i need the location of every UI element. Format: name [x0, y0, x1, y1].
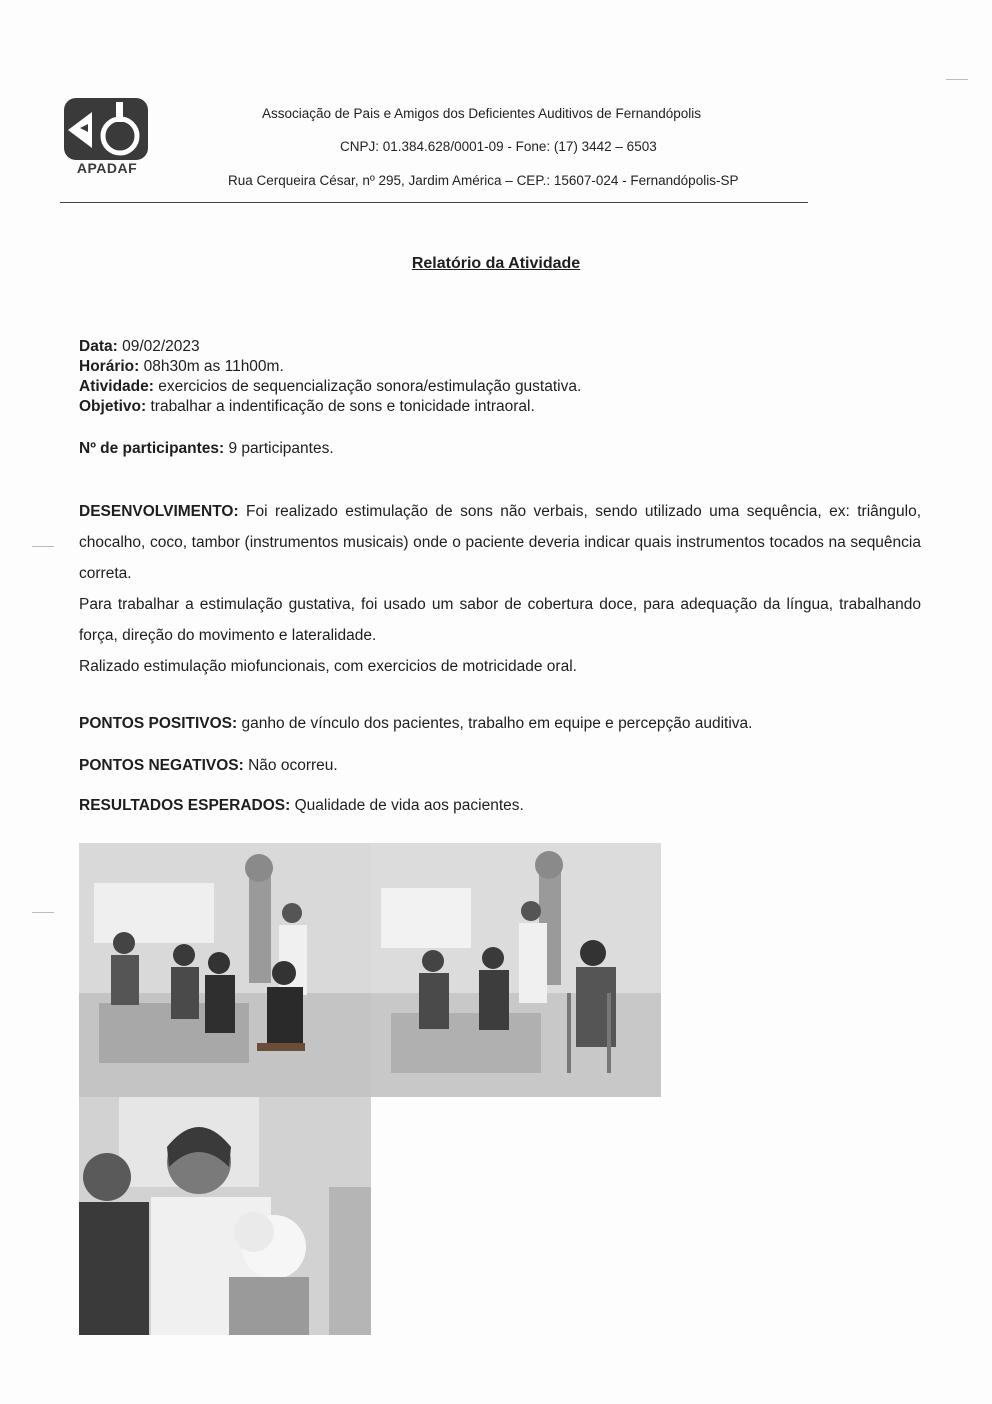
info-value: exercicios de sequencialização sonora/estimulação gustativa.: [153, 378, 582, 395]
info-label: Data:: [79, 338, 118, 355]
address-line: Rua Cerqueira César, nº 295, Jardim América – CEP.: 15607-024 - Fernandópolis-SP: [228, 173, 739, 188]
activity-photo-1: [79, 843, 371, 1097]
development-paragraph-1: [79, 496, 921, 589]
scan-artifact: [32, 912, 54, 913]
header-divider: [60, 202, 808, 203]
participants-label: Nº de participantes:: [79, 440, 225, 457]
info-date: [79, 337, 581, 357]
activity-photo-3: [79, 1097, 371, 1335]
development-paragraph-3: Ralizado estimulação miofuncionais, com exercicios de motricidade oral.: [79, 658, 577, 675]
info-label: Atividade:: [79, 378, 154, 395]
info-activity: [79, 377, 581, 397]
development-section: [79, 496, 921, 682]
positives-line: [79, 715, 753, 733]
cnpj-phone-line: CNPJ: 01.384.628/0001-09 - Fone: (17) 3442 – 6503: [340, 139, 657, 154]
activity-info: [79, 337, 581, 417]
logo-text: APADAF: [76, 160, 138, 176]
info-value: 08h30m as 11h00m.: [139, 358, 284, 375]
info-value: trabalhar a indentificação de sons e tonicidade intraoral.: [146, 398, 535, 415]
info-time: [79, 357, 581, 377]
development-label: DESENVOLVIMENTO:: [79, 503, 239, 520]
info-objective: [79, 397, 581, 417]
results-label: RESULTADOS ESPERADOS:: [79, 797, 291, 814]
info-value: 09/02/2023: [117, 338, 200, 355]
negatives-label: PONTOS NEGATIVOS:: [79, 757, 244, 774]
positives-label: PONTOS POSITIVOS:: [79, 715, 238, 732]
info-label: Objetivo:: [79, 398, 147, 415]
results-line: [79, 797, 524, 815]
participants-line: [79, 440, 334, 458]
scan-artifact: [32, 546, 54, 547]
negatives-line: [79, 757, 338, 775]
positives-value: ganho de vínculo dos pacientes, trabalho em equipe e percepção auditiva.: [237, 715, 753, 732]
development-text-1: Foi realizado estimulação de sons não verbais, sendo utilizado uma sequência, ex: triângulo, chocalho, coco, tambor (instrumentos musicais) onde o paciente deveria indicar quais instrumentos tocados na sequência correta.: [79, 503, 921, 582]
results-value: Qualidade de vida aos pacientes.: [290, 797, 524, 814]
negatives-value: Não ocorreu.: [243, 757, 338, 774]
development-paragraph-2: Para trabalhar a estimulação gustativa, foi usado um sabor de cobertura doce, para adequação da língua, trabalhando força, direção do movimento e lateralidade.: [79, 596, 921, 644]
scan-artifact: [946, 79, 968, 80]
document-title: Relatório da Atividade: [411, 255, 581, 272]
participants-value: 9 participantes.: [224, 440, 334, 457]
activity-photo-2: [371, 843, 661, 1097]
info-label: Horário:: [79, 358, 140, 375]
apadaf-logo: [62, 98, 152, 178]
org-name: Associação de Pais e Amigos dos Deficientes Auditivos de Fernandópolis: [262, 106, 702, 121]
